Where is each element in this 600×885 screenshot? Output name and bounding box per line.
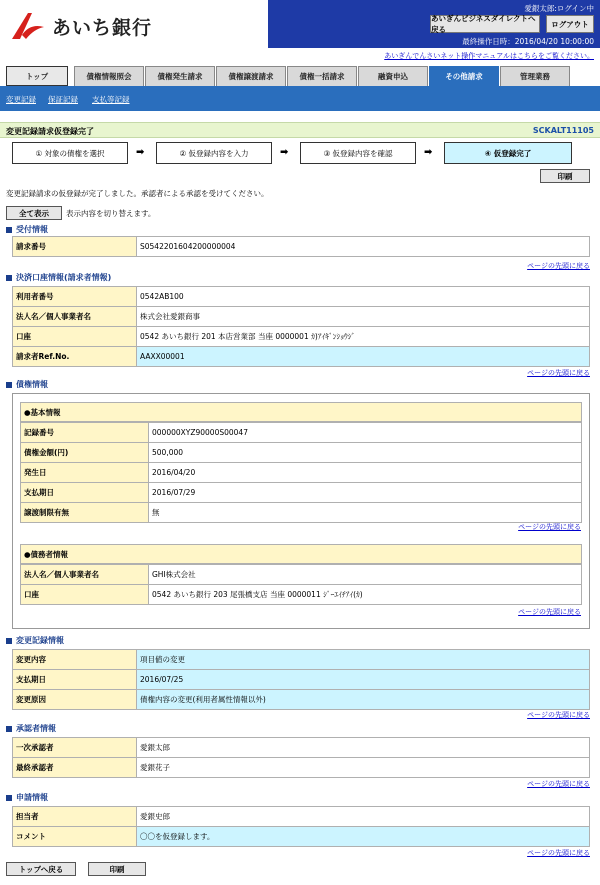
show-all-note: 表示内容を切り替えます。 xyxy=(66,209,156,218)
row-label: 請求番号 xyxy=(13,237,137,257)
step-arrow-icon: ➡ xyxy=(424,147,433,158)
table-row xyxy=(13,327,590,347)
show-all-button[interactable]: 全て表示 xyxy=(6,206,62,220)
row-value: 500,000 xyxy=(149,443,582,463)
back-to-top-link[interactable]: ページの先頭に戻る xyxy=(518,608,581,616)
row-label: 法人名／個人事業者名 xyxy=(21,565,149,585)
row-label: 支払期日 xyxy=(21,483,149,503)
section-application xyxy=(6,792,48,803)
row-label: 口座 xyxy=(21,585,149,605)
subnav-change-record[interactable]: 変更記録 xyxy=(6,95,36,104)
subnav-guarantee-record[interactable]: 保証記録 xyxy=(48,95,78,104)
table-row xyxy=(13,347,590,367)
table-row xyxy=(21,483,582,503)
tab-claim-transfer[interactable]: 債権譲渡請求 xyxy=(216,66,286,86)
section-approver-title: 承認者情報 xyxy=(16,724,56,733)
section-square-icon xyxy=(6,638,12,644)
row-label: 一次承認者 xyxy=(13,738,137,758)
page-title: 変更記録請求仮登録完了 xyxy=(6,127,94,136)
row-value: 株式会社愛銀商事 xyxy=(137,307,590,327)
basic-info-heading: ●基本情報 xyxy=(20,402,582,422)
section-square-icon xyxy=(6,227,12,233)
debtor-info-table xyxy=(20,564,582,605)
tab-claim-issue[interactable]: 債権発生請求 xyxy=(145,66,215,86)
row-value: 債権内容の変更(利用者属性情報以外) xyxy=(137,690,590,710)
table-row xyxy=(13,807,590,827)
step-input: ② 仮登録内容を入力 xyxy=(156,142,272,164)
row-value: 愛銀史郎 xyxy=(137,807,590,827)
biz-direct-button[interactable]: あいぎんビジネスダイレクトへ戻る xyxy=(430,15,540,33)
table-row xyxy=(13,307,590,327)
table-row xyxy=(21,585,582,605)
step-select-claim: ① 対象の債権を選択 xyxy=(12,142,128,164)
step-arrow-icon: ➡ xyxy=(280,147,289,158)
print-button-top[interactable]: 印刷 xyxy=(540,169,590,183)
step-confirm: ③ 仮登録内容を確認 xyxy=(300,142,416,164)
basic-info-table xyxy=(20,422,582,523)
account-table xyxy=(12,286,590,367)
row-label: 債権金額(円) xyxy=(21,443,149,463)
back-to-top-link[interactable]: ページの先頭に戻る xyxy=(518,523,581,531)
tab-admin[interactable]: 管理業務 xyxy=(500,66,570,86)
debtor-info-heading: ●債務者情報 xyxy=(20,544,582,564)
section-square-icon xyxy=(6,382,12,388)
row-value: 愛銀太郎 xyxy=(137,738,590,758)
tab-other-requests[interactable]: その他請求 xyxy=(429,66,499,86)
sub-navigation xyxy=(0,89,600,111)
request-number: S0542201604200000004 xyxy=(137,237,590,257)
page-title-bar xyxy=(0,122,600,138)
row-value: 項目値の変更 xyxy=(137,650,590,670)
tab-claim-inquiry[interactable]: 債権情報照会 xyxy=(74,66,144,86)
row-label: 譲渡制限有無 xyxy=(21,503,149,523)
bank-logo[interactable] xyxy=(10,6,200,46)
table-row xyxy=(21,565,582,585)
approver-table xyxy=(12,737,590,778)
row-value: 愛銀花子 xyxy=(137,758,590,778)
row-value: AAXX00001 xyxy=(137,347,590,367)
user-info-panel xyxy=(268,0,600,48)
section-claim-title: 債権情報 xyxy=(16,380,48,389)
table-row xyxy=(13,738,590,758)
section-account xyxy=(6,272,111,283)
row-label: 請求者Ref.No. xyxy=(13,347,137,367)
claim-info-box xyxy=(12,393,590,629)
table-row xyxy=(21,443,582,463)
completion-message: 変更記録請求の仮登録が完了しました。承認者による承認を受けてください。 xyxy=(6,189,269,198)
section-change-title: 変更記録情報 xyxy=(16,636,64,645)
row-value: 0542 あいち銀行 203 尾張橋支店 当座 0000011 ｼﾞｰｴｲﾁｱｲ(ｶ) xyxy=(149,585,582,605)
tab-bulk-request[interactable]: 債権一括請求 xyxy=(287,66,357,86)
back-to-top-link[interactable]: ページの先頭に戻る xyxy=(527,711,590,719)
row-value: 〇〇を仮登録します。 xyxy=(137,827,590,847)
header xyxy=(0,0,600,62)
print-button-bottom[interactable]: 印刷 xyxy=(88,862,146,876)
back-to-top-link[interactable]: ページの先頭に戻る xyxy=(527,262,590,270)
screen-code: SCKALT11105 xyxy=(532,126,594,135)
section-reception xyxy=(6,224,48,235)
user-status: 愛銀太郎:ログイン中 xyxy=(524,4,594,13)
step-complete: ④ 仮登録完了 xyxy=(444,142,572,164)
row-value: 2016/07/25 xyxy=(137,670,590,690)
row-value: 2016/04/20 xyxy=(149,463,582,483)
table-row xyxy=(13,670,590,690)
table-row xyxy=(13,690,590,710)
section-application-title: 申請情報 xyxy=(16,793,48,802)
back-to-top-link[interactable]: ページの先頭に戻る xyxy=(527,780,590,788)
row-value: 0542 あいち銀行 201 本店営業部 当座 0000001 ｶ)ｱｲｷﾞﾝｼｮｳｼﾞ xyxy=(137,327,590,347)
section-square-icon xyxy=(6,726,12,732)
progress-steps xyxy=(12,142,588,164)
table-row xyxy=(13,758,590,778)
row-label: 記録番号 xyxy=(21,423,149,443)
row-label: 最終承認者 xyxy=(13,758,137,778)
step-arrow-icon: ➡ xyxy=(136,147,145,158)
manual-link[interactable]: あいぎんでんさいネット操作マニュアルはこちらをご覧ください。 xyxy=(384,52,594,60)
row-label: 支払期日 xyxy=(13,670,137,690)
table-row xyxy=(13,650,590,670)
last-login-time: 最終操作日時：2016/04/20 10:00:00 xyxy=(462,37,594,46)
main-tabs xyxy=(6,66,600,86)
change-table xyxy=(12,649,590,710)
back-to-top-link[interactable]: ページの先頭に戻る xyxy=(527,369,590,377)
section-approver xyxy=(6,723,56,734)
table-row xyxy=(13,827,590,847)
back-to-top-button[interactable]: トップへ戻る xyxy=(6,862,76,876)
row-value: 0542AB100 xyxy=(137,287,590,307)
reception-table xyxy=(12,236,590,257)
table-row xyxy=(21,503,582,523)
section-change xyxy=(6,635,64,646)
row-label: 利用者番号 xyxy=(13,287,137,307)
row-value: GHI株式会社 xyxy=(149,565,582,585)
table-row xyxy=(21,423,582,443)
section-square-icon xyxy=(6,275,12,281)
row-value: 2016/07/29 xyxy=(149,483,582,503)
row-label: 口座 xyxy=(13,327,137,347)
subnav-payment-record[interactable]: 支払等記録 xyxy=(92,95,130,104)
section-reception-title: 受付情報 xyxy=(16,225,48,234)
row-label: 担当者 xyxy=(13,807,137,827)
table-row xyxy=(13,287,590,307)
tab-top[interactable]: トップ xyxy=(6,66,68,86)
back-to-top-link[interactable]: ページの先頭に戻る xyxy=(527,849,590,857)
table-row xyxy=(13,237,590,257)
logout-button[interactable]: ログアウト xyxy=(546,15,594,33)
row-label: 変更内容 xyxy=(13,650,137,670)
row-value: 000000XYZ90000S00047 xyxy=(149,423,582,443)
application-table xyxy=(12,806,590,847)
section-account-title: 決済口座情報(請求者情報) xyxy=(16,273,112,282)
row-label: 法人名／個人事業者名 xyxy=(13,307,137,327)
logo-mark-icon xyxy=(10,9,46,43)
tab-financing[interactable]: 融資申込 xyxy=(358,66,428,86)
row-label: 変更原因 xyxy=(13,690,137,710)
row-value: 無 xyxy=(149,503,582,523)
logo-text: あいち銀行 xyxy=(52,16,153,39)
row-label: コメント xyxy=(13,827,137,847)
row-label: 発生日 xyxy=(21,463,149,483)
section-claim xyxy=(6,379,48,390)
section-square-icon xyxy=(6,795,12,801)
table-row xyxy=(21,463,582,483)
